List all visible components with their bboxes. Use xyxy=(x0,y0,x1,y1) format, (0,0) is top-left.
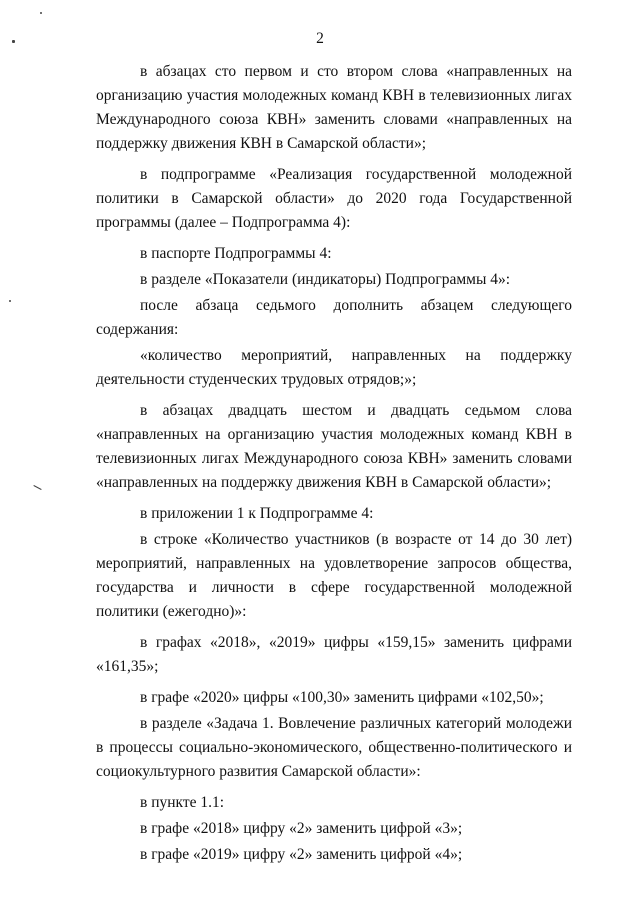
paragraph: в абзацах сто первом и сто втором слова «направленных на организацию участия молодежных команд КВН в телевизионных лигах Международного союза КВН» заменить словами «направленных на поддержку движения КВН в Самарской области»; xyxy=(96,63,572,152)
paragraph: в абзацах двадцать шестом и двадцать седьмом слова «направленных на организацию участия молодежных команд КВН в телевизионных лигах Международного союза КВН» заменить словами «направленных на поддержку движения КВН в Самарской области»; xyxy=(96,402,572,491)
paragraph: в разделе «Показатели (индикаторы) Подпрограммы 4»: xyxy=(140,271,511,288)
paragraph: «количество мероприятий, направленных на поддержку деятельности студенческих трудовых отрядов;»; xyxy=(96,347,572,388)
scan-dash xyxy=(33,485,41,490)
paragraph: в приложении 1 к Подпрограмме 4: xyxy=(140,505,374,522)
paragraph: после абзаца седьмого дополнить абзацем следующего содержания: xyxy=(96,297,572,338)
paragraph: в подпрограмме «Реализация государственной молодежной политики в Самарской области» до 2020 года Государственной программы (далее – Подпрограмма 4): xyxy=(96,166,572,231)
paragraph: в пункте 1.1: xyxy=(140,794,225,811)
page-number: 2 xyxy=(316,30,324,47)
scan-speck xyxy=(9,300,11,302)
paragraph: в строке «Количество участников (в возрасте от 14 до 30 лет) мероприятий, направленных на удовлетворение запросов общества, государства и личности в сфере государственной молодежной политики (ежегодно)»: xyxy=(96,531,572,620)
paragraph: в графе «2020» цифры «100,30» заменить цифрами «102,50»; xyxy=(140,689,544,706)
paragraph: в разделе «Задача 1. Вовлечение различных категорий молодежи в процессы социально-экономического, общественно-политического и социокультурного развития Самарской области»: xyxy=(96,715,572,780)
scan-speck xyxy=(12,40,15,43)
paragraph: в графе «2019» цифру «2» заменить цифрой «4»; xyxy=(140,846,463,863)
paragraph: в паспорте Подпрограммы 4: xyxy=(140,245,332,262)
document-body xyxy=(96,60,572,869)
paragraph: в графах «2018», «2019» цифры «159,15» заменить цифрами «161,35»; xyxy=(96,634,572,675)
scan-speck xyxy=(40,12,42,14)
paragraph: в графе «2018» цифру «2» заменить цифрой «3»; xyxy=(140,820,463,837)
